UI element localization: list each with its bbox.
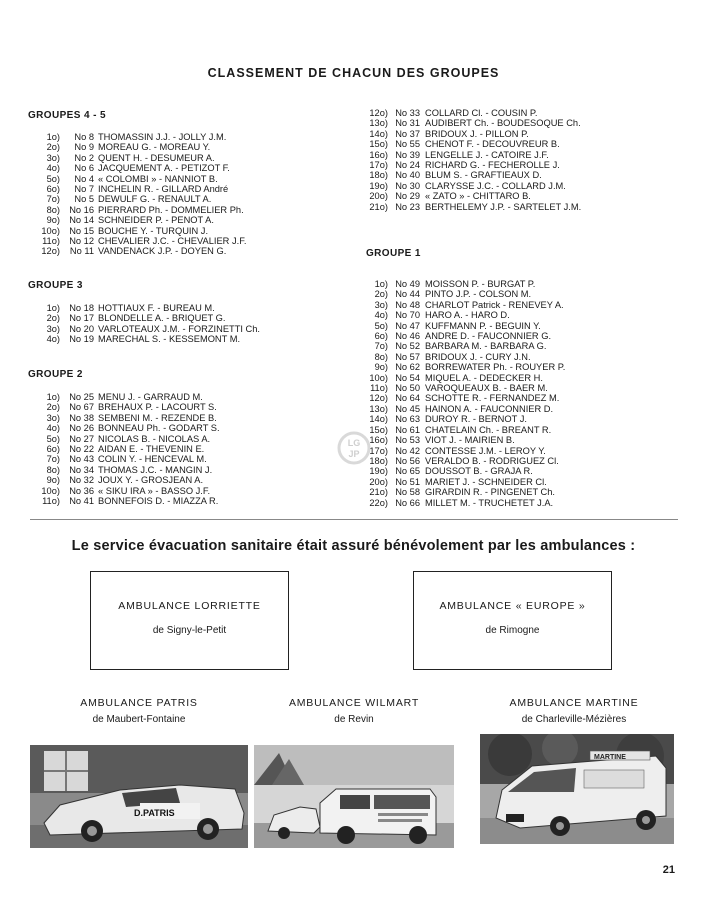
ranking-row: [368, 446, 565, 456]
car-number: No 6: [74, 163, 94, 174]
rank: 8o): [374, 351, 388, 362]
crew-names: INCHELIN R. - GILLARD André: [98, 184, 229, 195]
rank: 13o): [369, 118, 388, 129]
rank: 9o): [46, 475, 60, 486]
ranking-row: [368, 477, 565, 487]
car-number: No 19: [69, 334, 94, 345]
rank: 1o): [46, 132, 60, 142]
rank: 6o): [374, 331, 388, 342]
car-number: No 67: [69, 402, 94, 413]
rank: 8o): [46, 464, 60, 475]
rank: 8o): [46, 204, 60, 215]
ranking-row: [368, 160, 581, 170]
car-number: No 37: [395, 128, 420, 139]
ranking-row: [368, 362, 565, 372]
rank: 17o): [369, 160, 388, 171]
rank: 7o): [374, 341, 388, 352]
ranking-row: [368, 300, 565, 310]
car-number: No 26: [69, 423, 94, 434]
ambulance-place: de Rimogne: [485, 625, 540, 636]
rank: 19o): [369, 180, 388, 191]
rank: 18o): [369, 170, 388, 181]
crew-names: VIOT J. - MAIRIEN B.: [425, 435, 515, 446]
rank: 15o): [369, 139, 388, 150]
ranking-row: [368, 191, 581, 201]
car-number: No 70: [395, 310, 420, 321]
ranking-row: [368, 181, 581, 191]
rank: 21o): [369, 201, 388, 212]
rank: 11o): [42, 496, 60, 507]
ranking-row: [368, 321, 565, 331]
crew-names: BREHAUX P. - LACOURT S.: [98, 402, 217, 413]
car-number: No 45: [395, 403, 420, 414]
crew-names: CHEVALIER J.C. - CHEVALIER J.F.: [98, 236, 247, 247]
crew-names: GIRARDIN R. - PINGENET Ch.: [425, 487, 556, 498]
rank: 4o): [46, 423, 60, 434]
car-number: No 36: [69, 485, 94, 496]
car-number: No 23: [395, 201, 420, 212]
ranking-row: [34, 215, 246, 225]
rank: 13o): [369, 403, 388, 414]
ranking-row: [34, 392, 220, 402]
ranking-row: [34, 496, 220, 506]
ranking-row: [34, 334, 260, 344]
rank: 10o): [41, 485, 60, 496]
rank: 9o): [46, 215, 60, 226]
ambulance-place: de Charleville-Mézières: [521, 714, 627, 725]
rank: 1o): [374, 279, 388, 289]
rank: 12o): [369, 393, 388, 404]
ranking-row: [368, 139, 581, 149]
crew-names: BARBARA M. - BARBARA G.: [425, 341, 547, 352]
car-number: No 16: [69, 204, 94, 215]
crew-names: VERALDO B. - RODRIGUEZ Cl.: [425, 455, 559, 466]
car-number: No 46: [395, 331, 420, 342]
car-number: No 8: [74, 132, 94, 142]
crew-names: HOTTIAUX F. - BUREAU M.: [98, 303, 215, 313]
rank: 10o): [41, 225, 60, 236]
rank: 14o): [369, 414, 388, 425]
ranking-row: [368, 404, 565, 414]
car-number: No 52: [395, 341, 420, 352]
rank: 3o): [46, 323, 60, 334]
crew-names: BRIDOUX J. - PILLON P.: [425, 128, 529, 139]
rank: 15o): [369, 424, 388, 435]
rank: 3o): [46, 412, 60, 423]
rank: 11o): [42, 236, 60, 247]
ranking-row: [34, 313, 260, 323]
rank: 10o): [369, 372, 388, 383]
ranking-row: [34, 465, 220, 475]
car-number: No 66: [395, 497, 420, 508]
car-number: No 30: [395, 180, 420, 191]
ambulance-name: AMBULANCE WILMART: [288, 697, 420, 709]
rank: 2o): [46, 313, 60, 324]
car-number: No 43: [69, 454, 94, 465]
ranking-row: [34, 475, 220, 485]
car-number: No 24: [395, 160, 420, 171]
car-number: No 31: [395, 118, 420, 129]
car-number: No 65: [395, 466, 420, 477]
rank: 1o): [46, 392, 60, 402]
crew-names: BONNEAU Ph. - GODART S.: [98, 423, 220, 434]
car-number: No 9: [74, 142, 94, 153]
car-number: No 34: [69, 464, 94, 475]
crew-names: « COLOMBI » - NANNIOT B.: [98, 173, 218, 184]
crew-names: JACQUEMENT A. - PETIZOT F.: [98, 163, 230, 174]
car-number: No 14: [69, 215, 94, 226]
ranking-row: [34, 226, 246, 236]
ranking-row: [34, 434, 220, 444]
rank: 2o): [46, 142, 60, 153]
section-divider: [30, 519, 678, 520]
crew-names: AIDAN E. - THEVENIN E.: [98, 444, 205, 455]
rank: 21o): [369, 487, 388, 498]
group-list-2: [34, 392, 220, 506]
car-number: No 47: [395, 320, 420, 331]
car-number: No 20: [69, 323, 94, 334]
ambulance-name: AMBULANCE « EUROPE »: [439, 600, 586, 612]
crew-names: CHATELAIN Ch. - BREANT R.: [425, 424, 552, 435]
crew-names: CHENOT F. - DECOUVREUR B.: [425, 139, 560, 150]
car-number: No 27: [69, 433, 94, 444]
ambulance-place: de Revin: [334, 714, 374, 725]
crew-names: AUDIBERT Ch. - BOUDESOQUE Ch.: [425, 118, 581, 129]
ranking-row: [368, 498, 565, 508]
crew-names: MARECHAL S. - KESSEMONT M.: [98, 334, 241, 345]
car-number: No 11: [69, 246, 94, 257]
ranking-row: [34, 236, 246, 246]
rank: 20o): [369, 476, 388, 487]
ranking-row: [34, 486, 220, 496]
rank: 12o): [369, 108, 388, 118]
vehicle-lettering: MARTINE: [594, 754, 626, 761]
ambulance-caption-wilmart: [254, 697, 454, 725]
crew-names: CONTESSE J.M. - LEROY Y.: [425, 445, 546, 456]
crew-names: BLONDELLE A. - BRIQUET G.: [98, 313, 226, 324]
crew-names: « SIKU IRA » - BASSO J.F.: [98, 485, 211, 496]
rank: 7o): [46, 194, 60, 205]
ranking-row: [368, 383, 565, 393]
ranking-row: [368, 414, 565, 424]
crew-names: BRIDOUX J. - CURY J.N.: [425, 351, 531, 362]
ranking-row: [34, 246, 246, 256]
ranking-row: [34, 205, 246, 215]
ranking-row: [368, 373, 565, 383]
car-number: No 15: [69, 225, 94, 236]
ranking-row: [368, 393, 565, 403]
ranking-row: [368, 331, 565, 341]
car-number: No 54: [395, 372, 420, 383]
ranking-row: [34, 174, 246, 184]
car-number: No 58: [395, 487, 420, 498]
ranking-row: [368, 487, 565, 497]
car-number: No 38: [69, 412, 94, 423]
crew-names: QUENT H. - DESUMEUR A.: [98, 152, 215, 163]
ranking-row: [368, 150, 581, 160]
car-number: No 64: [395, 393, 420, 404]
svg-text:JP: JP: [348, 449, 360, 459]
rank: 5o): [46, 433, 60, 444]
ranking-row: [34, 142, 246, 152]
ranking-row: [34, 454, 220, 464]
rank: 3o): [374, 299, 388, 310]
ambulance-box-europe: [413, 571, 612, 670]
crew-names: VAROQUEAUX B. - BAER M.: [425, 383, 548, 394]
crew-names: JOUX Y. - GROSJEAN A.: [98, 475, 204, 486]
ambulance-name: AMBULANCE PATRIS: [80, 697, 198, 709]
crew-names: HARO A. - HARO D.: [425, 310, 510, 321]
car-number: No 33: [395, 108, 420, 118]
ambulance-photo-wilmart: [254, 745, 454, 848]
ranking-row: [34, 413, 220, 423]
rank: 4o): [46, 334, 60, 345]
car-number: No 41: [69, 496, 94, 507]
rank: 9o): [374, 362, 388, 373]
crew-names: NICOLAS B. - NICOLAS A.: [98, 433, 211, 444]
ranking-row: [34, 324, 260, 334]
crew-names: MOREAU G. - MOREAU Y.: [98, 142, 211, 153]
crew-names: HAINON A. - FAUCONNIER D.: [425, 403, 554, 414]
crew-names: COLLARD Cl. - COUSIN P.: [425, 108, 538, 118]
crew-names: BORREWATER Ph. - ROUYER P.: [425, 362, 566, 373]
ranking-row: [368, 456, 565, 466]
rank: 2o): [374, 289, 388, 300]
crew-names: BOUCHE Y. - TURQUIN J.: [98, 225, 209, 236]
ranking-row: [34, 153, 246, 163]
ranking-row: [34, 402, 220, 412]
crew-names: « ZATO » - CHITTARO B.: [425, 191, 531, 202]
crew-names: MIQUEL A. - DEDECKER H.: [425, 372, 543, 383]
rank: 6o): [46, 444, 60, 455]
group-list-4-5: [34, 132, 246, 257]
car-number: No 22: [69, 444, 94, 455]
car-number: No 51: [395, 476, 420, 487]
crew-names: THOMASSIN J.J. - JOLLY J.M.: [98, 132, 227, 142]
page-number: 21: [662, 864, 675, 876]
ambulance-banner: Le service évacuation sanitaire était assuré bénévolement par les ambulances :: [71, 538, 636, 554]
ambulance-caption-patris: [30, 697, 248, 725]
crew-names: SCHNEIDER P. - PENOT A.: [98, 215, 214, 226]
ambulance-photo-martine: [480, 734, 674, 844]
car-number: No 49: [395, 279, 420, 289]
ranking-row: [368, 129, 581, 139]
ambulance-name: AMBULANCE MARTINE: [509, 697, 639, 709]
car-number: No 57: [395, 351, 420, 362]
group-list-3: [34, 303, 260, 345]
ambulance-photo-patris: [30, 745, 248, 848]
rank: 12o): [41, 246, 60, 257]
car-number: No 48: [395, 299, 420, 310]
car-number: No 2: [74, 152, 94, 163]
car-number: No 62: [395, 362, 420, 373]
group-heading-3: GROUPE 3: [28, 280, 83, 291]
rank: 17o): [369, 445, 388, 456]
car-number: No 50: [395, 383, 420, 394]
car-number: No 61: [395, 424, 420, 435]
car-number: No 12: [69, 236, 94, 247]
car-number: No 7: [74, 184, 94, 195]
rank: 4o): [374, 310, 388, 321]
rank: 11o): [370, 383, 388, 394]
crew-names: COLIN Y. - HENCEVAL M.: [98, 454, 207, 465]
ranking-row: [368, 425, 565, 435]
group-heading-2: GROUPE 2: [28, 369, 83, 380]
car-number: No 5: [74, 194, 94, 205]
ranking-row: [34, 132, 246, 142]
ambulance-box-lorriette: [90, 571, 289, 670]
ranking-row: [368, 108, 581, 118]
crew-names: MOISSON P. - BURGAT P.: [425, 279, 536, 289]
crew-names: THOMAS J.C. - MANGIN J.: [98, 464, 213, 475]
page-title: CLASSEMENT DE CHACUN DES GROUPES: [207, 66, 500, 80]
crew-names: SCHOTTE R. - FERNANDEZ M.: [425, 393, 560, 404]
rank: 18o): [369, 455, 388, 466]
crew-names: CHARLOT Patrick - RENEVEY A.: [425, 299, 564, 310]
ranking-row: [34, 423, 220, 433]
rank: 3o): [46, 152, 60, 163]
ambulance-place: de Signy-le-Petit: [152, 625, 227, 636]
car-number: No 18: [69, 303, 94, 313]
ranking-row: [368, 352, 565, 362]
car-number: No 32: [69, 475, 94, 486]
ranking-row: [368, 118, 581, 128]
ranking-row: [368, 289, 565, 299]
crew-names: MILLET M. - TRUCHETET J.A.: [425, 497, 554, 508]
rank: 20o): [369, 191, 388, 202]
crew-names: MARIET J. - SCHNEIDER Cl.: [425, 476, 547, 487]
ranking-row: [368, 202, 581, 212]
rank: 1o): [46, 303, 60, 313]
svg-text:LG: LG: [347, 438, 361, 448]
rank: 16o): [369, 149, 388, 160]
watermark-logo: [336, 430, 372, 466]
group-list-2-continued: [368, 108, 581, 212]
car-number: No 25: [69, 392, 94, 402]
ranking-row: [368, 279, 565, 289]
rank: 5o): [46, 173, 60, 184]
crew-names: ANDRE D. - FAUCONNIER G.: [425, 331, 552, 342]
group-heading-1: GROUPE 1: [366, 248, 421, 259]
crew-names: LENGELLE J. - CATOIRE J.F.: [425, 149, 549, 160]
ranking-row: [34, 303, 260, 313]
crew-names: VARLOTEAUX J.M. - FORZINETTI Ch.: [98, 323, 261, 334]
rank: 22o): [369, 497, 388, 508]
crew-names: RICHARD G. - FECHEROLLE J.: [425, 160, 560, 171]
rank: 14o): [369, 128, 388, 139]
car-number: No 44: [395, 289, 420, 300]
car-number: No 42: [395, 445, 420, 456]
rank: 19o): [369, 466, 388, 477]
car-number: No 56: [395, 455, 420, 466]
car-number: No 17: [69, 313, 94, 324]
group-list-1: [368, 279, 565, 508]
crew-names: PINTO J.P. - COLSON M.: [425, 289, 532, 300]
car-number: No 29: [395, 191, 420, 202]
crew-names: MENU J. - GARRAUD M.: [98, 392, 203, 402]
ranking-row: [34, 184, 246, 194]
ambulance-place: de Maubert-Fontaine: [92, 714, 186, 725]
crew-names: PIERRARD Ph. - DOMMELIER Ph.: [98, 204, 244, 215]
crew-names: VANDENACK J.P. - DOYEN G.: [98, 246, 227, 257]
crew-names: KUFFMANN P. - BEGUIN Y.: [425, 320, 541, 331]
ranking-row: [34, 194, 246, 204]
ranking-row: [34, 444, 220, 454]
crew-names: BERTHELEMY J.P. - SARTELET J.M.: [425, 201, 582, 212]
crew-names: DEWULF G. - RENAULT A.: [98, 194, 212, 205]
ranking-row: [368, 170, 581, 180]
ambulance-name: AMBULANCE LORRIETTE: [118, 600, 261, 612]
rank: 16o): [369, 435, 388, 446]
group-heading-4-5: GROUPES 4 - 5: [28, 110, 106, 121]
vehicle-lettering: D.PATRIS: [134, 808, 175, 818]
ranking-row: [34, 163, 246, 173]
crew-names: BLUM S. - GRAFTIEAUX D.: [425, 170, 542, 181]
car-number: No 55: [395, 139, 420, 150]
crew-names: CLARYSSE J.C. - COLLARD J.M.: [425, 180, 566, 191]
rank: 5o): [374, 320, 388, 331]
ambulance-caption-martine: [474, 697, 674, 725]
crew-names: DUROY R. - BERNOT J.: [425, 414, 527, 425]
ranking-row: [368, 466, 565, 476]
crew-names: SEMBENI M. - REZENDE B.: [98, 412, 217, 423]
rank: 2o): [46, 402, 60, 413]
rank: 4o): [46, 163, 60, 174]
ranking-row: [368, 310, 565, 320]
car-number: No 40: [395, 170, 420, 181]
car-number: No 39: [395, 149, 420, 160]
rank: 6o): [46, 184, 60, 195]
car-number: No 4: [74, 173, 94, 184]
car-number: No 63: [395, 414, 420, 425]
crew-names: DOUSSOT B. - GRAJA R.: [425, 466, 533, 477]
crew-names: BONNEFOIS D. - MIAZZA R.: [98, 496, 219, 507]
car-number: No 53: [395, 435, 420, 446]
ranking-row: [368, 435, 565, 445]
rank: 7o): [46, 454, 60, 465]
ranking-row: [368, 341, 565, 351]
